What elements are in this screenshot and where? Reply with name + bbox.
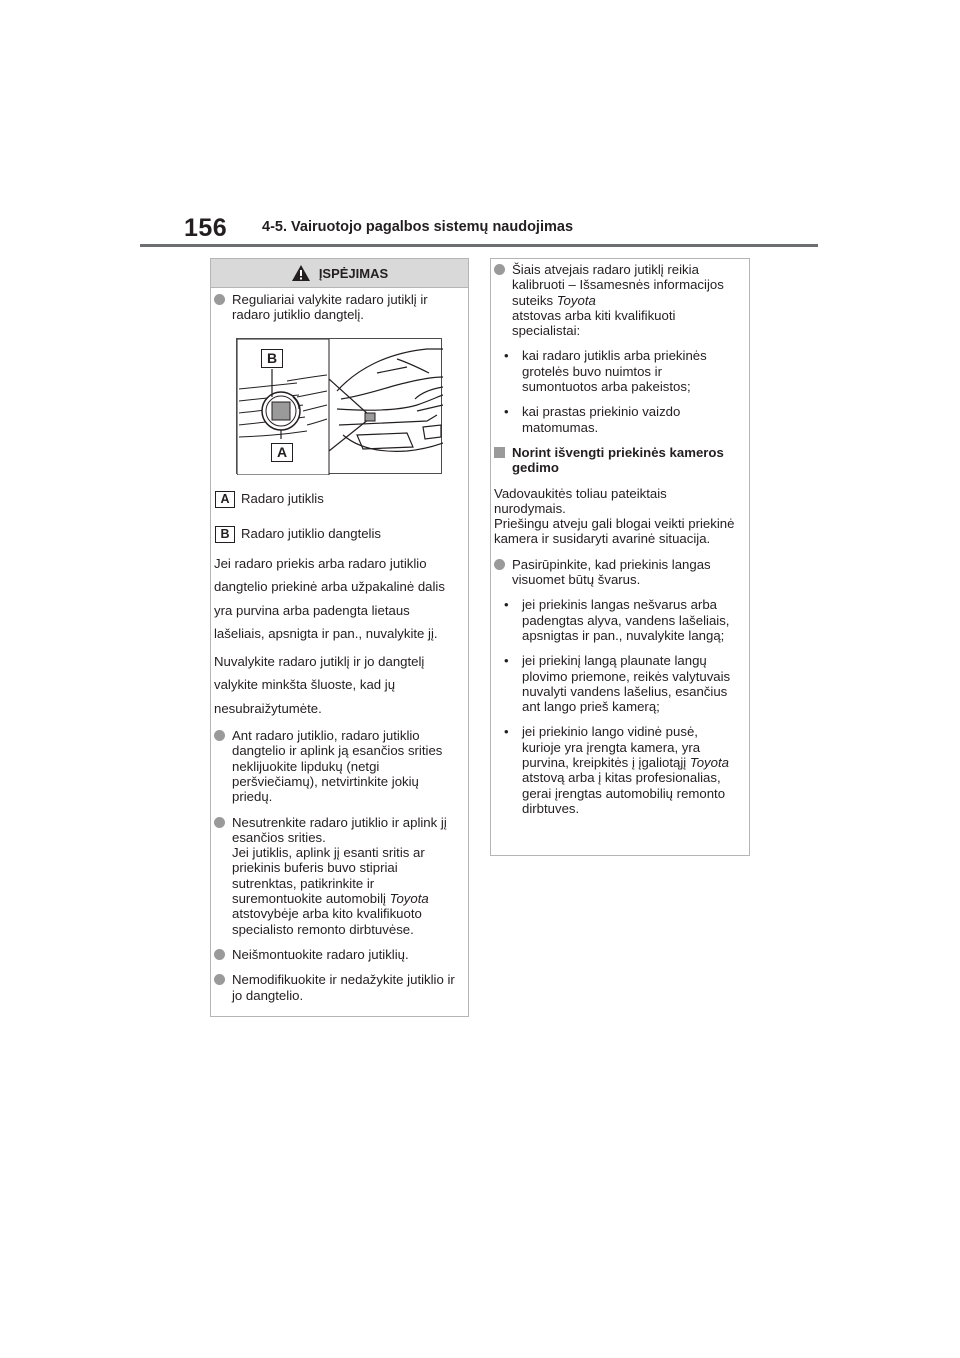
warning-box: [210, 258, 469, 1017]
page-number: 156: [184, 214, 228, 242]
warning-bullet-disassemble: Neišmontuokite radaro jutiklių.: [214, 947, 458, 962]
section-title: 4-5. Vairuotojo pagalbos sistemų naudojimas: [262, 219, 574, 235]
warning-bullet-impact: Nesutrenkite radaro jutiklio ir aplink jį esančios srities. Jei jutiklis, aplink jį esanti sritis ar priekinis buferis buvo stipriai sutrenktas, patikrinkite ir suremontuokite automobilį Toyota atstovybėje arba kito kvalifikuoto specialisto remonto dirbtuvėse.: [214, 815, 458, 937]
figure-label-a: A: [271, 443, 293, 462]
warning-header: [211, 259, 468, 288]
header-rule: [140, 244, 818, 247]
bullet-dot-icon: [214, 949, 225, 960]
legend-key-a: A: [215, 491, 235, 508]
radar-sensor-illustration: [236, 338, 442, 474]
warning-bullet-modify: Nemodifikuokite ir nedažykite jutiklio ir jo dangtelio.: [214, 972, 458, 1003]
windshield-bullet: Pasirūpinkite, kad priekinis langas visuomet būtų švarus.: [494, 557, 739, 588]
paragraph-clean-radar: Nuvalykite radaro jutiklį ir jo dangtelį valykite minkšta šluoste, kad jų nesubraižytumėte.: [214, 653, 425, 716]
sub-item-poor-visibility: • kai prastas priekinio vaizdo matomumas.: [504, 404, 681, 435]
bullet-dot-icon: [214, 730, 225, 741]
bullet-dot-icon: [494, 559, 505, 570]
warning-triangle-icon: [291, 264, 311, 282]
legend-item-a: [215, 490, 468, 509]
heading-square-icon: [494, 447, 505, 458]
warning-title: ĮSPĖJIMAS: [318, 265, 389, 281]
sub-item-grille-removed: • kai radaro jutiklis arba priekinės grotelės buvo nuimtos ir sumontuotos arba pakeistos;: [504, 348, 707, 395]
brand-name: Toyota: [556, 292, 596, 308]
brand-name: Toyota: [689, 755, 729, 771]
continuation-box: [490, 258, 750, 856]
paragraph-dirty-radar: Jei radaro priekis arba radaro jutiklio dangtelio priekinė arba užpakalinė dalis yra purvina arba padengta lietaus lašeliais, apsnigta ir pan., nuvalykite jį.: [214, 555, 445, 642]
sub-item-dirty-windshield: • jei priekinis langas nešvarus arba padengtas alyva, vandens lašeliais, apsnigtas ir pan., nuvalykite langą;: [504, 597, 730, 643]
sub-item-inner-side-dirty: • jei priekinio lango vidinė pusė, kurioje yra įrengta kamera, yra purvina, kreipkitės į įgaliotąjį Toyota atstovą arba į kitas profesionalias, gerai įrengtas automobilių remonto dirbtuves.: [504, 724, 729, 816]
bullet-dot-icon: [214, 974, 225, 985]
legend-key-b: B: [215, 526, 235, 543]
warning-bullet-stickers: Ant radaro jutiklio, radaro jutiklio dangtelio ir aplink ją esančios srities neklijuokite lipdukų (netgi peršviečiamų), netvirtinkite jokių priedų.: [214, 728, 458, 804]
bullet-dot-icon: [214, 817, 225, 828]
camera-heading: Norint išvengti priekinės kameros gedimo: [494, 445, 739, 476]
legend-text-b: Radaro jutiklio dangtelis: [241, 526, 382, 542]
figure-label-b: B: [261, 349, 283, 368]
warning-bullet-clean: Reguliariai valykite radaro jutiklį ir radaro jutiklio dangtelį.: [214, 292, 458, 323]
sub-item-washer-fluid: • jei priekinį langą plaunate langų plovimo priemone, reikės valytuvais nuvalyti vandens lašelius, esančius ant lango prieš kamerą;: [504, 653, 731, 715]
calibration-bullet: Šiais atvejais radaro jutiklį reikia kalibruoti – Išsamesnės informacijos suteiks Toyota atstovas arba kiti kvalifikuoti specialistai:: [494, 262, 739, 338]
brand-name: Toyota: [389, 891, 429, 907]
camera-intro: Vadovaukitės toliau pateiktais nurodymais. Priešingu atveju gali blogai veikti priekinė kamera ir susidaryti avarinė situacija.: [494, 485, 735, 547]
bullet-dot-icon: [494, 264, 505, 275]
legend-text-a: Radaro jutiklis: [241, 491, 324, 507]
legend-item-b: [215, 525, 468, 544]
bullet-dot-icon: [214, 294, 225, 305]
